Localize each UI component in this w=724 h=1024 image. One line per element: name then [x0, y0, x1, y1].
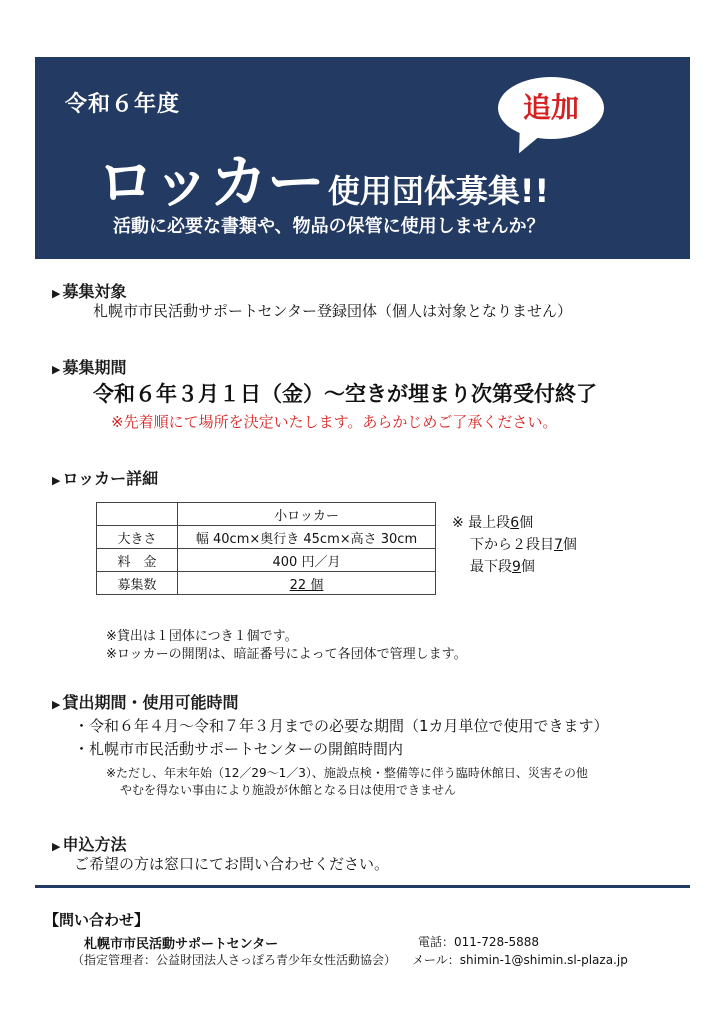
triangle-icon: ▶ — [52, 363, 61, 376]
locker-table — [96, 502, 436, 595]
count-note-middle: 下から２段目7個 — [470, 537, 577, 553]
loan-note-line1: ※ただし、年末年始（12／29〜1／3）、施設点検・整備等に伴う臨時休館日、災害その他 — [106, 766, 588, 780]
section-heading-apply: ▶ 申込方法 — [52, 835, 127, 854]
contact-org: 札幌市市民活動サポートセンター — [84, 937, 279, 952]
table-row — [97, 549, 436, 572]
period-note: ※先着順にて場所を決定いたします。あらかじめご了承ください。 — [111, 413, 558, 431]
contact-phone: 電話：011-728-5888 — [418, 935, 540, 949]
triangle-icon: ▶ — [52, 840, 61, 853]
loan-item: ・令和６年４月〜令和７年３月までの必要な期間（1カ月単位で使用できます） — [74, 717, 609, 735]
banner-subtitle: 活動に必要な書類や、物品の保管に使用しませんか？ — [113, 216, 545, 237]
speech-bubble — [498, 77, 604, 139]
row-label-size: 大きさ — [97, 526, 178, 549]
contact-manager: （指定管理者：公益財団法人さっぽろ青少年女性活動協会） — [72, 953, 397, 967]
loan-note-line2: やむを得ない事由により施設が休館となる日は使用できません — [120, 783, 457, 797]
detail-note: ※ロッカーの開閉は、暗証番号によって各団体で管理します。 — [106, 647, 467, 662]
row-value-size: 幅 40cm×奥行き 45cm×高さ 30cm — [178, 526, 436, 549]
loan-item: ・札幌市市民活動サポートセンターの開館時間内 — [74, 740, 403, 758]
section-heading-period: ▶ 募集期間 — [52, 358, 127, 377]
section-heading-loan: ▶ 貸出期間・使用可能時間 — [52, 693, 239, 712]
table-row — [97, 572, 436, 595]
title-locker: ロッカー — [97, 148, 324, 216]
footer-divider — [35, 885, 690, 888]
row-label-fee: 料 金 — [97, 549, 178, 572]
period-text: 令和６年３月１日（金）〜空きが埋まり次第受付終了 — [93, 382, 597, 406]
count-note-top: ※ 最上段6個 — [452, 515, 534, 531]
target-text: 札幌市市民活動サポートセンター登録団体（個人は対象となりません） — [93, 302, 572, 320]
detail-note: ※貸出は１団体につき１個です。 — [106, 629, 298, 644]
row-label-count: 募集数 — [97, 572, 178, 595]
header-banner — [35, 57, 690, 259]
banner-title — [97, 135, 549, 219]
contact-email: メール：shimin-1@shimin.sl-plaza.jp — [412, 953, 628, 967]
count-note-bottom: 最下段9個 — [470, 559, 535, 575]
triangle-icon: ▶ — [52, 474, 61, 487]
triangle-icon: ▶ — [52, 698, 61, 711]
section-heading-details: ▶ ロッカー詳細 — [52, 469, 159, 488]
row-value-count: 22 個 — [178, 572, 436, 595]
table-header-small-locker: 小ロッカー — [178, 503, 436, 526]
fiscal-year: 令和６年度 — [65, 92, 181, 117]
added-badge: 追加 — [522, 91, 579, 124]
apply-text: ご希望の方は窓口にてお問い合わせください。 — [74, 855, 390, 873]
triangle-icon: ▶ — [52, 287, 61, 300]
table-row — [97, 526, 436, 549]
contact-heading: 【問い合わせ】 — [44, 911, 150, 929]
table-cell — [97, 503, 178, 526]
table-row — [97, 503, 436, 526]
row-value-fee: 400 円／月 — [178, 549, 436, 572]
section-heading-target: ▶ 募集対象 — [52, 282, 127, 301]
title-recruit: 使用団体募集!! — [327, 172, 550, 210]
